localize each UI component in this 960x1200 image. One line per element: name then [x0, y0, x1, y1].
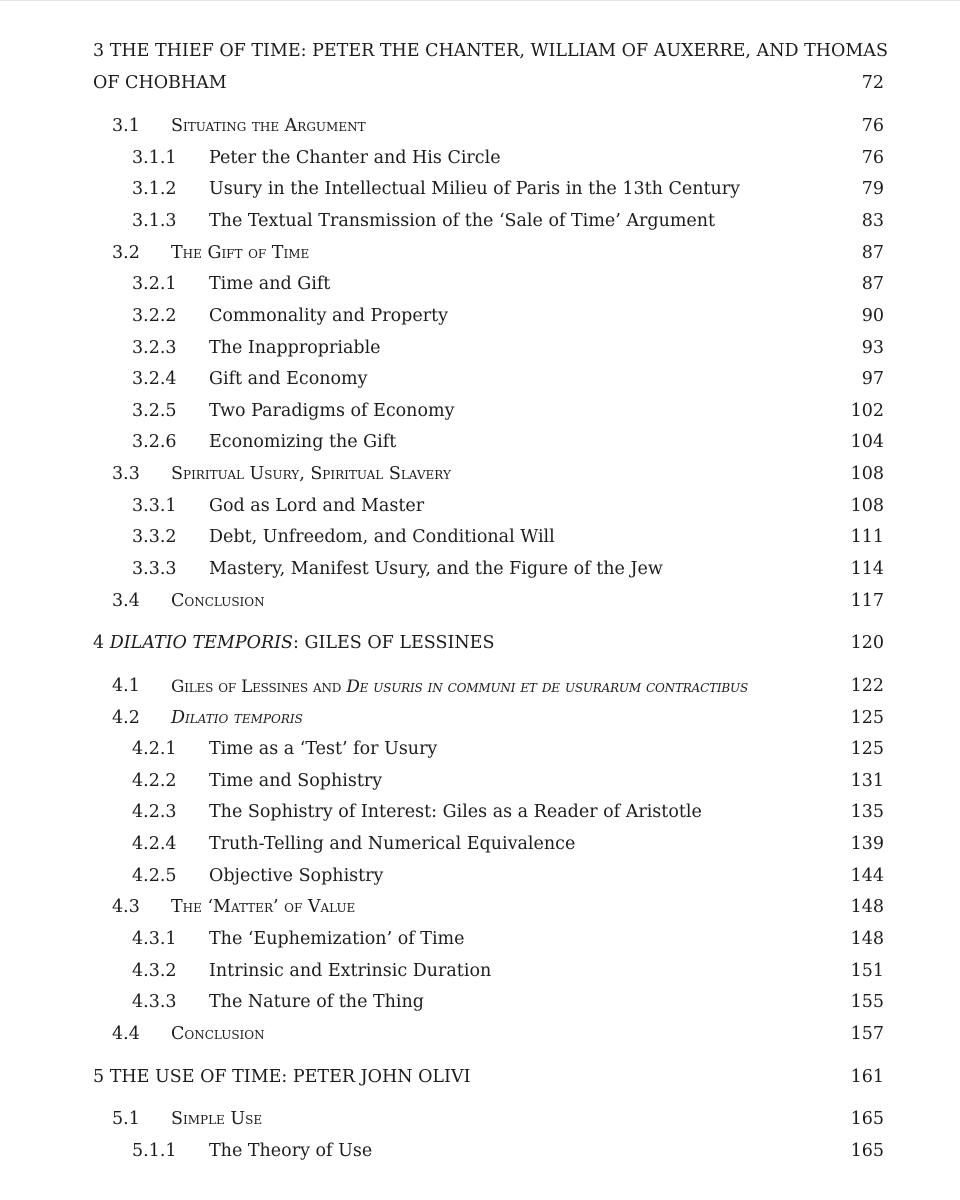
page-number: 125 [850, 708, 884, 728]
page-number: 76 [861, 116, 884, 136]
chapter-3-title-line2: OF CHOBHAM [93, 73, 227, 93]
subsection-title: The Nature of the Thing [209, 992, 425, 1012]
subsection-number: 3.1.1 [132, 148, 177, 168]
section-number: 4.2 [112, 708, 140, 728]
page-number: 108 [850, 464, 884, 484]
chapter-3-page-number: 72 [861, 73, 884, 93]
page-number: 90 [861, 306, 884, 326]
subsection-title: The Theory of Use [209, 1141, 373, 1161]
subsection-title: Economizing the Gift [209, 432, 397, 452]
top-divider [0, 0, 960, 1]
subsection-number: 4.3.2 [132, 961, 177, 981]
section-title: Situating the Argument [171, 116, 366, 136]
page-number: 83 [861, 211, 884, 231]
page-number: 165 [850, 1141, 884, 1161]
subsection-number: 3.2.3 [132, 338, 177, 358]
subsection-title: The Inappropriable [209, 338, 381, 358]
subsection-number: 4.2.4 [132, 834, 177, 854]
section-number: 5.1 [112, 1109, 140, 1129]
subsection-title: Intrinsic and Extrinsic Duration [209, 961, 492, 981]
subsection-number: 4.2.5 [132, 866, 177, 886]
subsection-number: 5.1.1 [132, 1141, 177, 1161]
page-number: 148 [850, 929, 884, 949]
section-number: 3.4 [112, 591, 140, 611]
page-number: 125 [850, 739, 884, 759]
subsection-number: 3.3.2 [132, 527, 177, 547]
subsection-number: 4.2.1 [132, 739, 177, 759]
section-title: Simple Use [171, 1109, 263, 1129]
subsection-title: Peter the Chanter and His Circle [209, 148, 501, 168]
page-number: 139 [850, 834, 884, 854]
subsection-title: Time and Gift [209, 274, 331, 294]
subsection-title: The Textual Transmission of the ‘Sale of Time’ Argument [209, 211, 716, 231]
subsection-number: 3.3.3 [132, 559, 177, 579]
page-number: 131 [850, 771, 884, 791]
subsection-number: 3.3.1 [132, 496, 177, 516]
subsection-number: 3.2.4 [132, 369, 177, 389]
section-title: Conclusion [171, 591, 265, 611]
subsection-title: The Sophistry of Interest: Giles as a Reader of Aristotle [209, 802, 702, 822]
section-title: The Gift of Time [171, 243, 310, 263]
section-number: 3.3 [112, 464, 140, 484]
subsection-title: Debt, Unfreedom, and Conditional Will [209, 527, 555, 547]
chapter-4-page-number: 120 [850, 633, 884, 653]
chapter-5-title: 5 THE USE OF TIME: PETER JOHN OLIVI [93, 1067, 471, 1087]
chapter-4-title: 4 DILATIO TEMPORIS: GILES OF LESSINES [93, 633, 495, 653]
subsection-number: 3.2.2 [132, 306, 177, 326]
page-number: 165 [850, 1109, 884, 1129]
page-number: 135 [850, 802, 884, 822]
page-number: 122 [850, 676, 884, 696]
subsection-number: 4.2.2 [132, 771, 177, 791]
page-number: 148 [850, 897, 884, 917]
section-title: The ‘Matter’ of Value [171, 897, 356, 917]
page-number: 79 [861, 179, 884, 199]
page-number: 102 [850, 401, 884, 421]
page-number: 114 [850, 559, 884, 579]
section-title: Giles of Lessines and De usuris in communi et de usurarum contractibus [171, 676, 748, 696]
page-number: 87 [861, 274, 884, 294]
page-number: 108 [850, 496, 884, 516]
section-title: Conclusion [171, 1024, 265, 1044]
section-number: 4.3 [112, 897, 140, 917]
section-number: 4.4 [112, 1024, 140, 1044]
subsection-title: Objective Sophistry [209, 866, 384, 886]
subsection-title: Gift and Economy [209, 369, 368, 389]
subsection-number: 3.1.3 [132, 211, 177, 231]
page-number: 104 [850, 432, 884, 452]
subsection-title: Time and Sophistry [209, 771, 383, 791]
subsection-title: Usury in the Intellectual Milieu of Paris in the 13th Century [209, 179, 741, 199]
page-number: 155 [850, 992, 884, 1012]
page-number: 157 [850, 1024, 884, 1044]
section-number: 3.2 [112, 243, 140, 263]
subsection-number: 3.2.6 [132, 432, 177, 452]
page-number: 111 [850, 527, 884, 547]
page-number: 76 [861, 148, 884, 168]
page-number: 97 [861, 369, 884, 389]
page-number: 93 [861, 338, 884, 358]
subsection-number: 3.1.2 [132, 179, 177, 199]
page-number: 151 [850, 961, 884, 981]
section-title: Dilatio temporis [171, 708, 303, 728]
subsection-title: God as Lord and Master [209, 496, 425, 516]
subsection-title: Time as a ‘Test’ for Usury [209, 739, 438, 759]
page-number: 87 [861, 243, 884, 263]
subsection-number: 3.2.5 [132, 401, 177, 421]
page-number: 144 [850, 866, 884, 886]
chapter-5-page-number: 161 [850, 1067, 884, 1087]
subsection-title: Commonality and Property [209, 306, 449, 326]
subsection-title: Truth-Telling and Numerical Equivalence [209, 834, 576, 854]
subsection-number: 3.2.1 [132, 274, 177, 294]
subsection-title: Two Paradigms of Economy [209, 401, 455, 421]
subsection-number: 4.3.1 [132, 929, 177, 949]
page-number: 117 [850, 591, 884, 611]
subsection-number: 4.2.3 [132, 802, 177, 822]
section-number: 4.1 [112, 676, 140, 696]
subsection-title: Mastery, Manifest Usury, and the Figure of the Jew [209, 559, 663, 579]
subsection-number: 4.3.3 [132, 992, 177, 1012]
section-number: 3.1 [112, 116, 140, 136]
subsection-title: The ‘Euphemization’ of Time [209, 929, 465, 949]
chapter-3-title-line1: 3 THE THIEF OF TIME: PETER THE CHANTER, WILLIAM OF AUXERRE, AND THOMAS [93, 41, 888, 61]
section-title: Spiritual Usury, Spiritual Slavery [171, 464, 451, 484]
